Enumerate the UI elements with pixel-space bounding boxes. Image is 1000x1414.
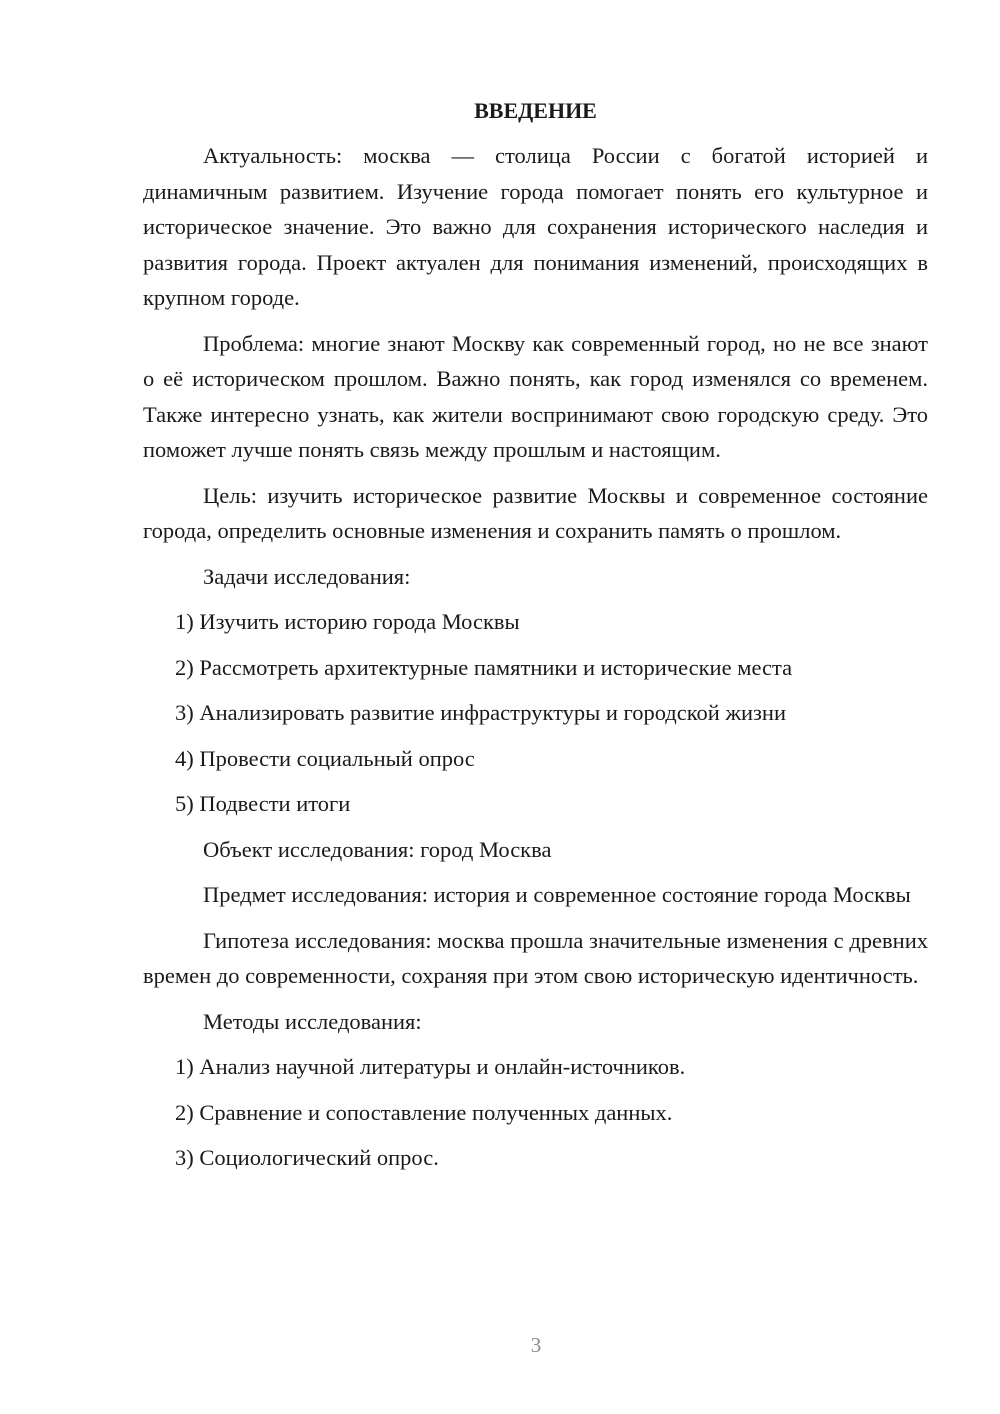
- subject-paragraph: Предмет исследования: история и современное состояние города Москвы: [203, 882, 911, 907]
- method-item: 2) Сравнение и сопоставление полученных данных.: [175, 1099, 673, 1125]
- methods-list: [143, 1049, 928, 1176]
- hypothesis-paragraph: Гипотеза исследования: москва прошла значительные изменения с древних времен до современности, сохраняя при этом свою историческую идентичность.: [143, 927, 928, 988]
- relevance-paragraph: Актуальность: москва — столица России с богатой историей и динамичным развитием. Изучение города помогает понять его культурное и историческое значение. Это важно для сохранения исторического наследия и развития города. Проект актуален для понимания изменений, происходящих в крупном городе.: [143, 143, 928, 310]
- tasks-list: [143, 604, 928, 822]
- page-content: [143, 93, 928, 1186]
- page-number: 3: [530, 1333, 542, 1357]
- task-item: 5) Подвести итоги: [175, 791, 351, 816]
- task-item: 3) Анализировать развитие инфраструктуры и городской жизни: [175, 700, 787, 725]
- problem-paragraph: Проблема: многие знают Москву как современный город, но не все знают о её историческом прошлом. Важно понять, как город изменялся со временем. Также интересно узнать, как жители воспринимают свою городскую среду. Это поможет лучше понять связь между прошлым и настоящим.: [143, 330, 928, 462]
- method-item: 3) Социологический опрос.: [175, 1145, 439, 1170]
- task-item: 4) Провести социальный опрос: [175, 745, 475, 771]
- task-item: 1) Изучить историю города Москвы: [175, 609, 520, 634]
- tasks-heading: Задачи исследования:: [203, 563, 411, 589]
- task-item: 2) Рассмотреть архитектурные памятники и исторические места: [175, 654, 793, 680]
- section-title: ВВЕДЕНИЕ: [474, 98, 597, 123]
- object-paragraph: Объект исследования: город Москва: [203, 836, 552, 862]
- methods-heading: Методы исследования:: [203, 1008, 422, 1034]
- goal-paragraph: Цель: изучить историческое развитие Москвы и современное состояние города, определить основные изменения и сохранить память о прошлом.: [143, 482, 928, 543]
- method-item: 1) Анализ научной литературы и онлайн-источников.: [175, 1054, 686, 1079]
